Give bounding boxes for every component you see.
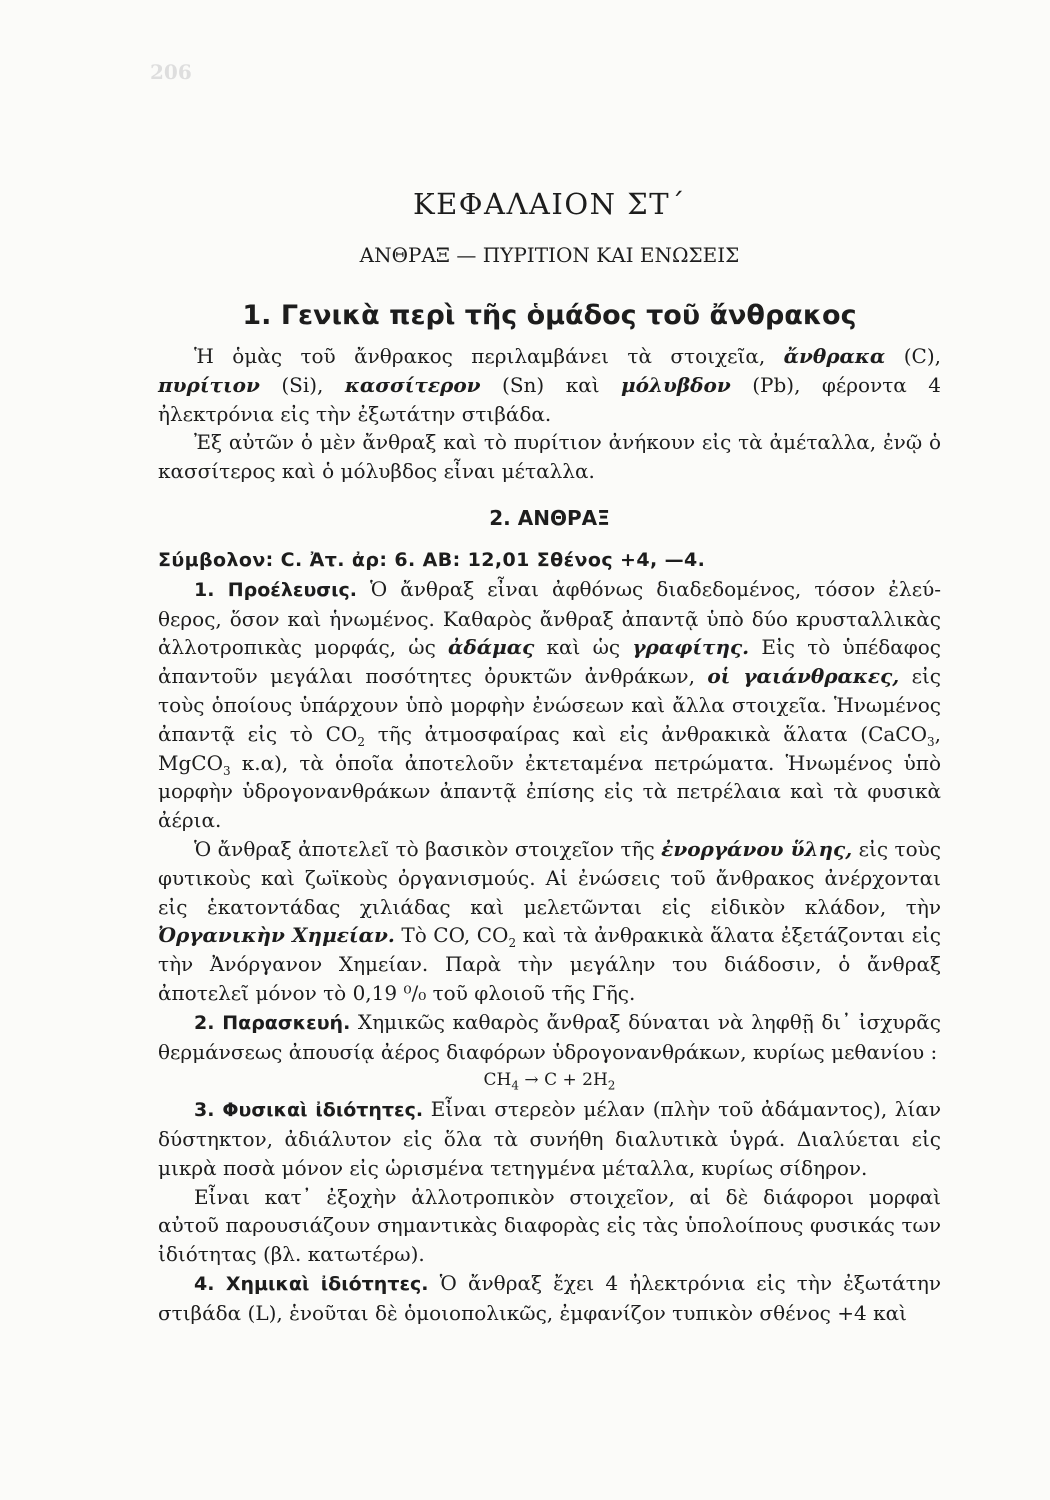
organic-paragraph: Ὁ ἄνθραξ ἀποτελεῖ τὸ βασικὸν στοιχεῖον τῆς ἐνοργάνου ὕλης, εἰς τοὺς φυτικοὺς καὶ ζωϊκοὺς ὀργανισμούς. Αἱ ἐνώσεις τοῦ ἄνθρακος ἀνέρχονται εἰς ἑκατοντάδας χιλιάδας καὶ μελετῶνται εἰς εἰδικὸν κλάδον, τὴν Ὀργανικὴν Χημείαν. Τὸ CO, $CO_2$ καὶ τὰ ἀνθρακικὰ ἅλατα ἐξετάζονται εἰς τὴν Ἀνόργανον Χημείαν. Παρὰ τὴν μεγάλην του διάδοσιν, ὁ ἄνθραξ ἀποτελεῖ μόνον τὸ 0,19 ⁰/₀ τοῦ φλοιοῦ τῆς Γῆς. — [158, 836, 942, 1005]
chapter-subtitle: ΑΝΘΡΑΞ — ΠΥΡΙΤΙΟΝ ΚΑΙ ΕΝΩΣΕΙΣ — [359, 243, 740, 267]
term-tin: κασσίτερον — [344, 372, 481, 397]
preparation-paragraph: 2. Παρασκευή. Χημικῶς καθαρὸς ἄνθραξ δύναται νὰ ληφθῇ δι᾽ ἰσχυρᾶς θερμάνσεως ἀπουσίᾳ ἀέρος διαφόρων ὑδρογονανθράκων, κυρίως μεθανίου : — [158, 1009, 941, 1064]
section-2-heading: 2. ΑΝΘΡΑΞ — [489, 505, 610, 530]
term-carbon: ἄνθρακα — [783, 344, 886, 368]
term-silicon: πυρίτιον — [158, 372, 260, 397]
page-number: 206 — [150, 60, 192, 84]
origin-paragraph: 1. Προέλευσις. Ὁ ἄνθραξ εἶναι ἀφθόνως διαδεδομένος, τόσον ἐλεύθερος, ὅσον καὶ ἡνωμένος. Καθαρὸς ἄνθραξ ἀπαντᾷ ὑπὸ δύο κρυσταλλικὰς ἀλλοτροπικὰς μορφάς, ὡς ἀδάμας καὶ ὡς γραφίτης. Εἰς τὸ ὑπέδαφος ἀπαντοῦν μεγάλαι ποσότητες ὀρυκτῶν ἀνθράκων, οἱ γαιάνθρακες, εἰς τοὺς ὁποίους ὑπάρχουν ὑπὸ μορφὴν ἐνώσεων καὶ ἄλλα στοιχεῖα. Ἡνωμένος ἀπαντᾷ εἰς τὸ $CO_2$ τῆς ἀτμοσφαίρας καὶ εἰς ἀνθρακικὰ ἅλατα (CaCO$_3$, MgCO$_3$ κ.α), τὰ ὁποῖα ἀποτελοῦν ἐκτεταμένα πετρώματα. Ἡνωμένος ὑπὸ μορφὴν ὑδρογονανθράκων ἀπαντᾷ ἐπίσης εἰς τὰ πετρέλαια καὶ τὰ φυσικὰ ἀέρια. — [158, 576, 942, 833]
document-page — [158, 186, 941, 1328]
section-1-heading: 1. Γενικὰ περὶ τῆς ὁμάδος τοῦ ἄνθρακος — [242, 300, 857, 331]
physical-heading: 3. Φυσικαὶ ἰδιότητες. — [194, 1099, 424, 1122]
chemical-paragraph: 4. Χημικαὶ ἰδιότητες. Ὁ ἄνθραξ ἔχει 4 ἠλεκτρόνια εἰς τὴν ἐξωτάτην στιβάδα (L), ἑνοῦται δὲ ὁμοιοπολικῶς, ἐμφανίζον τυπικὸν σθένος +4 καὶ — [158, 1270, 941, 1325]
physical-paragraph: 3. Φυσικαὶ ἰδιότητες. Εἶναι στερεὸν μέλαν (πλὴν τοῦ ἀδάμαντος), λίαν δύστηκτον, ἀδιάλυτον εἰς ὅλα τὰ συνήθη διαλυτικὰ ὑγρά. Διαλύεται εἰς μικρὰ ποσὰ μόνον εἰς ὡρισμένα τετηγμένα μέταλλα, κυρίως σίδηρον. — [158, 1097, 941, 1180]
allotropic-paragraph: Εἶναι κατ᾽ ἐξοχὴν ἀλλοτροπικὸν στοιχεῖον, αἱ δὲ διάφοροι μορφαὶ αὐτοῦ παρουσιάζουν σημαντικὰς διαφορὰς εἰς τὰς ὑπολοίπους φυσικάς των ἰδιότητας (βλ. κατωτέρω). — [158, 1184, 941, 1267]
symbol-line: Σύμβολον: C. Ἀτ. ἀρ: 6. ΑΒ: 12,01 Σθένος +4, —4. — [158, 548, 706, 571]
metals-paragraph: Ἐξ αὐτῶν ὁ μὲν ἄνθραξ καὶ τὸ πυρίτιον ἀνήκουν εἰς τὰ ἀμέταλλα, ἐνῷ ὁ κασσίτερος καὶ ὁ μόλυβδος εἶναι μέταλλα. — [158, 430, 941, 484]
methane-equation: $CH_4 \to C + 2H_2$ — [483, 1070, 616, 1093]
origin-heading: 1. Προέλευσις. — [194, 578, 357, 601]
chemical-heading: 4. Χημικαὶ ἰδιότητες. — [194, 1272, 429, 1295]
chapter-title: ΚΕΦΑΛΑΙΟΝ ΣΤ΄ — [412, 187, 687, 221]
preparation-heading: 2. Παρασκευή. — [194, 1011, 351, 1034]
term-lead: μόλυβδον — [621, 372, 731, 397]
intro-paragraph: Ἡ ὁμὰς τοῦ ἄνθρακος περιλαμβάνει τὰ στοιχεῖα, ἄνθρακα (C), πυρίτιον (Si), κασσίτερον (Sn) καὶ μόλυβδον (Pb), φέροντα 4 ἠλεκτρόνια εἰς τὴν ἐξωτάτην στιβάδα. — [158, 344, 942, 426]
